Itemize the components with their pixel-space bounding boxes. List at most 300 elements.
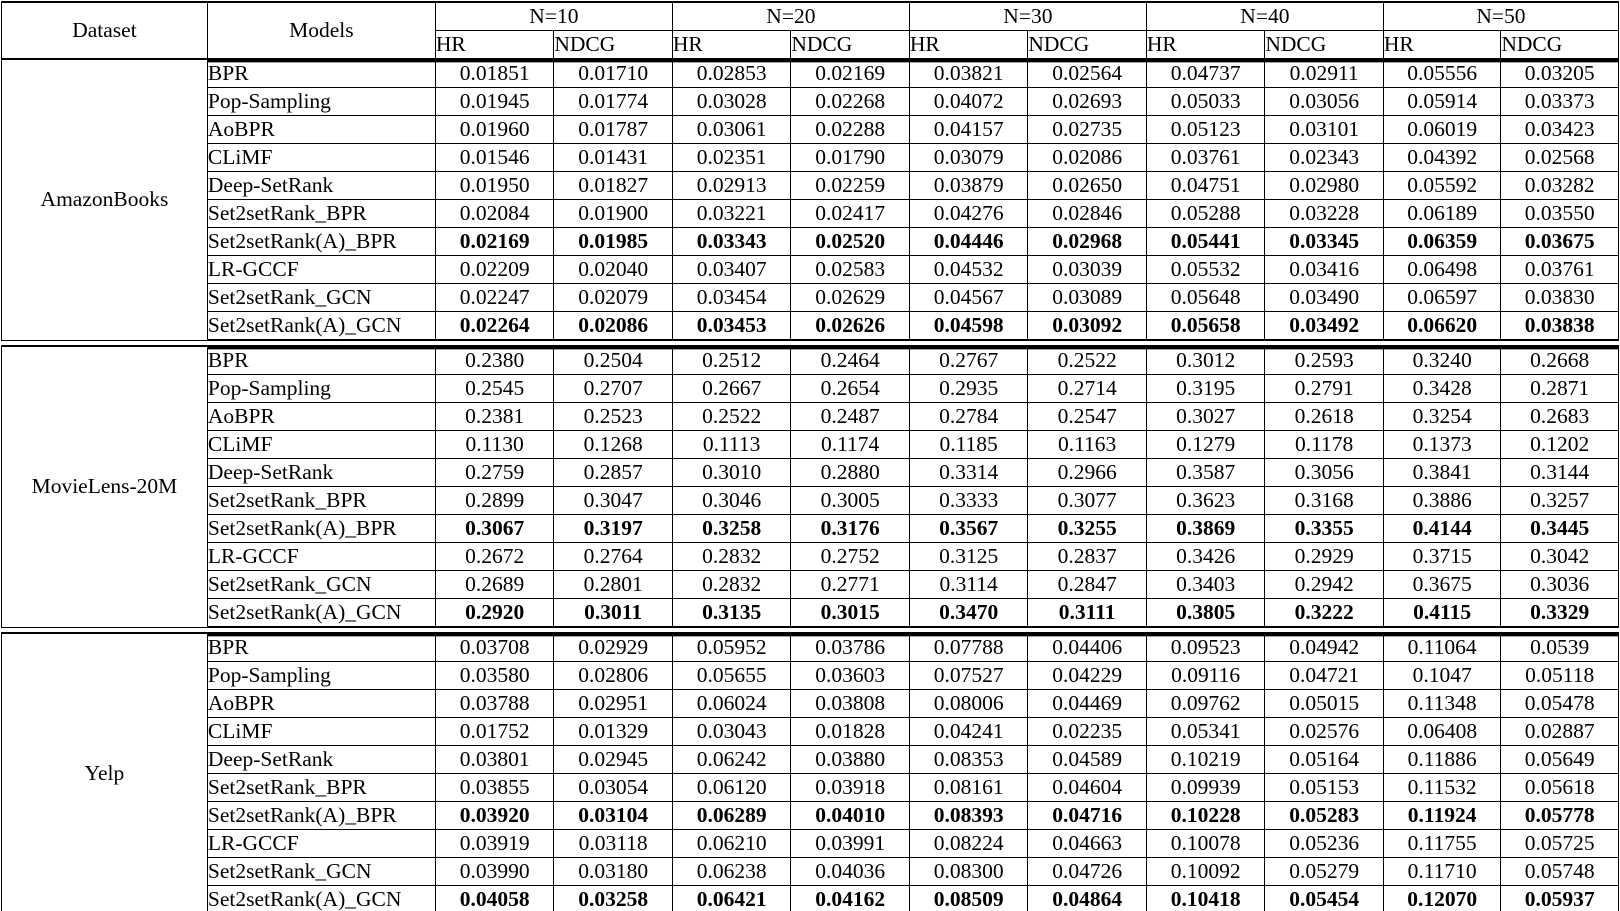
metric-value-cell: 0.05478 <box>1501 690 1619 718</box>
metric-value-cell: 0.05618 <box>1501 774 1619 802</box>
header-metric-ndcg-n20: NDCG <box>791 31 910 60</box>
metric-value-cell: 0.3144 <box>1501 459 1619 487</box>
table-row <box>2 599 1619 628</box>
metric-value-cell: 0.10418 <box>1146 886 1265 911</box>
metric-value-cell: 0.02086 <box>554 312 673 341</box>
metric-value-cell: 0.08353 <box>909 746 1028 774</box>
metric-value-cell: 0.2920 <box>435 599 554 628</box>
dataset-name-cell: MovieLens-20M <box>2 346 208 627</box>
metric-value-cell: 0.04276 <box>909 200 1028 228</box>
metric-value-cell: 0.04157 <box>909 116 1028 144</box>
metric-value-cell: 0.2801 <box>554 571 673 599</box>
metric-value-cell: 0.2791 <box>1265 375 1384 403</box>
metric-value-cell: 0.04241 <box>909 718 1028 746</box>
metric-value-cell: 0.03282 <box>1501 172 1619 200</box>
metric-value-cell: 0.3015 <box>791 599 910 628</box>
table-row <box>2 633 1619 662</box>
metric-value-cell: 0.10228 <box>1146 802 1265 830</box>
metric-value-cell: 0.2857 <box>554 459 673 487</box>
model-name-cell: Set2setRank(A)_GCN <box>207 599 435 628</box>
header-metric-hr-n50: HR <box>1383 31 1501 60</box>
metric-value-cell: 0.04598 <box>909 312 1028 341</box>
metric-value-cell: 0.3886 <box>1383 487 1501 515</box>
metric-value-cell: 0.04864 <box>1028 886 1147 911</box>
metric-value-cell: 0.2847 <box>1028 571 1147 599</box>
model-name-cell: BPR <box>207 346 435 375</box>
metric-value-cell: 0.05454 <box>1265 886 1384 911</box>
table-row <box>2 59 1619 88</box>
metric-value-cell: 0.02806 <box>554 662 673 690</box>
metric-value-cell: 0.3623 <box>1146 487 1265 515</box>
metric-value-cell: 0.04532 <box>909 256 1028 284</box>
metric-value-cell: 0.3067 <box>435 515 554 543</box>
metric-value-cell: 0.01950 <box>435 172 554 200</box>
header-n-group-4: N=50 <box>1383 2 1618 31</box>
metric-value-cell: 0.02887 <box>1501 718 1619 746</box>
metric-value-cell: 0.1113 <box>672 431 791 459</box>
metric-value-cell: 0.03343 <box>672 228 791 256</box>
metric-value-cell: 0.03407 <box>672 256 791 284</box>
metric-value-cell: 0.3036 <box>1501 571 1619 599</box>
metric-value-cell: 0.05236 <box>1265 830 1384 858</box>
metric-value-cell: 0.2935 <box>909 375 1028 403</box>
metric-value-cell: 0.05658 <box>1146 312 1265 341</box>
metric-value-cell: 0.05649 <box>1501 746 1619 774</box>
model-name-cell: Deep-SetRank <box>207 459 435 487</box>
metric-value-cell: 0.08509 <box>909 886 1028 911</box>
metric-value-cell: 0.09762 <box>1146 690 1265 718</box>
table-row <box>2 88 1619 116</box>
metric-value-cell: 0.06120 <box>672 774 791 802</box>
model-name-cell: CLiMF <box>207 431 435 459</box>
table-row <box>2 228 1619 256</box>
metric-value-cell: 0.04058 <box>435 886 554 911</box>
metric-value-cell: 0.2523 <box>554 403 673 431</box>
metric-value-cell: 0.2871 <box>1501 375 1619 403</box>
model-name-cell: CLiMF <box>207 718 435 746</box>
metric-value-cell: 0.03079 <box>909 144 1028 172</box>
metric-value-cell: 0.2522 <box>672 403 791 431</box>
metric-value-cell: 0.2381 <box>435 403 554 431</box>
results-table <box>1 1 1619 911</box>
metric-value-cell: 0.03603 <box>791 662 910 690</box>
metric-value-cell: 0.1279 <box>1146 431 1265 459</box>
metric-value-cell: 0.3046 <box>672 487 791 515</box>
metric-value-cell: 0.03028 <box>672 88 791 116</box>
metric-value-cell: 0.05118 <box>1501 662 1619 690</box>
metric-value-cell: 0.04604 <box>1028 774 1147 802</box>
metric-value-cell: 0.05778 <box>1501 802 1619 830</box>
metric-value-cell: 0.3329 <box>1501 599 1619 628</box>
metric-value-cell: 0.03221 <box>672 200 791 228</box>
metric-value-cell: 0.2767 <box>909 346 1028 375</box>
metric-value-cell: 0.05164 <box>1265 746 1384 774</box>
metric-value-cell: 0.2593 <box>1265 346 1384 375</box>
metric-value-cell: 0.05441 <box>1146 228 1265 256</box>
table-row <box>2 312 1619 341</box>
metric-value-cell: 0.3056 <box>1265 459 1384 487</box>
table-row <box>2 487 1619 515</box>
metric-value-cell: 0.03830 <box>1501 284 1619 312</box>
metric-value-cell: 0.03855 <box>435 774 554 802</box>
metric-value-cell: 0.05015 <box>1265 690 1384 718</box>
metric-value-cell: 0.11532 <box>1383 774 1501 802</box>
metric-value-cell: 0.04406 <box>1028 633 1147 662</box>
metric-value-cell: 0.1047 <box>1383 662 1501 690</box>
header-metric-hr-n10: HR <box>435 31 554 60</box>
metric-value-cell: 0.03490 <box>1265 284 1384 312</box>
model-name-cell: LR-GCCF <box>207 543 435 571</box>
metric-value-cell: 0.3257 <box>1501 487 1619 515</box>
metric-value-cell: 0.3715 <box>1383 543 1501 571</box>
metric-value-cell: 0.03808 <box>791 690 910 718</box>
metric-value-cell: 0.04721 <box>1265 662 1384 690</box>
metric-value-cell: 0.02968 <box>1028 228 1147 256</box>
metric-value-cell: 0.02564 <box>1028 59 1147 88</box>
metric-value-cell: 0.2683 <box>1501 403 1619 431</box>
metric-value-cell: 0.2764 <box>554 543 673 571</box>
header-n-group-1: N=20 <box>672 2 909 31</box>
metric-value-cell: 0.02846 <box>1028 200 1147 228</box>
header-metric-hr-n40: HR <box>1146 31 1265 60</box>
metric-value-cell: 0.04663 <box>1028 830 1147 858</box>
metric-value-cell: 0.01985 <box>554 228 673 256</box>
model-name-cell: Deep-SetRank <box>207 746 435 774</box>
metric-value-cell: 0.05279 <box>1265 858 1384 886</box>
metric-value-cell: 0.3445 <box>1501 515 1619 543</box>
table-row <box>2 571 1619 599</box>
model-name-cell: Pop-Sampling <box>207 662 435 690</box>
metric-value-cell: 0.03423 <box>1501 116 1619 144</box>
table-row <box>2 403 1619 431</box>
metric-value-cell: 0.03061 <box>672 116 791 144</box>
metric-value-cell: 0.01851 <box>435 59 554 88</box>
metric-value-cell: 0.3135 <box>672 599 791 628</box>
model-name-cell: BPR <box>207 633 435 662</box>
header-metric-hr-n30: HR <box>909 31 1028 60</box>
metric-value-cell: 0.06189 <box>1383 200 1501 228</box>
header-n-group-0: N=10 <box>435 2 672 31</box>
metric-value-cell: 0.06289 <box>672 802 791 830</box>
model-name-cell: AoBPR <box>207 116 435 144</box>
model-name-cell: Set2setRank(A)_BPR <box>207 515 435 543</box>
metric-value-cell: 0.02209 <box>435 256 554 284</box>
metric-value-cell: 0.03228 <box>1265 200 1384 228</box>
metric-value-cell: 0.3254 <box>1383 403 1501 431</box>
dataset-name-cell: Yelp <box>2 633 208 911</box>
metric-value-cell: 0.11924 <box>1383 802 1501 830</box>
metric-value-cell: 0.05937 <box>1501 886 1619 911</box>
metric-value-cell: 0.08224 <box>909 830 1028 858</box>
metric-value-cell: 0.2899 <box>435 487 554 515</box>
metric-value-cell: 0.09939 <box>1146 774 1265 802</box>
metric-value-cell: 0.3255 <box>1028 515 1147 543</box>
metric-value-cell: 0.02626 <box>791 312 910 341</box>
metric-value-cell: 0.3077 <box>1028 487 1147 515</box>
metric-value-cell: 0.06242 <box>672 746 791 774</box>
table-row <box>2 284 1619 312</box>
metric-value-cell: 0.05914 <box>1383 88 1501 116</box>
metric-value-cell: 0.2667 <box>672 375 791 403</box>
metric-value-cell: 0.06019 <box>1383 116 1501 144</box>
metric-value-cell: 0.01900 <box>554 200 673 228</box>
metric-value-cell: 0.3195 <box>1146 375 1265 403</box>
metric-value-cell: 0.04726 <box>1028 858 1147 886</box>
metric-value-cell: 0.03786 <box>791 633 910 662</box>
metric-value-cell: 0.04737 <box>1146 59 1265 88</box>
metric-value-cell: 0.3805 <box>1146 599 1265 628</box>
model-name-cell: Set2setRank_GCN <box>207 284 435 312</box>
metric-value-cell: 0.03118 <box>554 830 673 858</box>
header-models: Models <box>207 2 435 59</box>
metric-value-cell: 0.03675 <box>1501 228 1619 256</box>
table-row <box>2 774 1619 802</box>
metric-value-cell: 0.3240 <box>1383 346 1501 375</box>
metric-value-cell: 0.03990 <box>435 858 554 886</box>
model-name-cell: Set2setRank(A)_BPR <box>207 802 435 830</box>
metric-value-cell: 0.08006 <box>909 690 1028 718</box>
header-dataset: Dataset <box>2 2 208 59</box>
metric-value-cell: 0.3587 <box>1146 459 1265 487</box>
header-n-group-2: N=30 <box>909 2 1146 31</box>
metric-value-cell: 0.02417 <box>791 200 910 228</box>
header-metric-ndcg-n50: NDCG <box>1501 31 1619 60</box>
metric-value-cell: 0.03880 <box>791 746 910 774</box>
metric-value-cell: 0.2929 <box>1265 543 1384 571</box>
metric-value-cell: 0.04446 <box>909 228 1028 256</box>
metric-value-cell: 0.3125 <box>909 543 1028 571</box>
table-header <box>2 2 1619 59</box>
metric-value-cell: 0.1202 <box>1501 431 1619 459</box>
header-metric-hr-n20: HR <box>672 31 791 60</box>
metric-value-cell: 0.10078 <box>1146 830 1265 858</box>
model-name-cell: Pop-Sampling <box>207 88 435 116</box>
metric-value-cell: 0.02629 <box>791 284 910 312</box>
table-row <box>2 346 1619 375</box>
metric-value-cell: 0.11348 <box>1383 690 1501 718</box>
model-name-cell: Deep-SetRank <box>207 172 435 200</box>
metric-value-cell: 0.03838 <box>1501 312 1619 341</box>
metric-value-cell: 0.02735 <box>1028 116 1147 144</box>
metric-value-cell: 0.3314 <box>909 459 1028 487</box>
metric-value-cell: 0.03092 <box>1028 312 1147 341</box>
metric-value-cell: 0.1268 <box>554 431 673 459</box>
metric-value-cell: 0.12070 <box>1383 886 1501 911</box>
metric-value-cell: 0.03054 <box>554 774 673 802</box>
metric-value-cell: 0.2654 <box>791 375 910 403</box>
metric-value-cell: 0.03416 <box>1265 256 1384 284</box>
metric-value-cell: 0.04716 <box>1028 802 1147 830</box>
metric-value-cell: 0.3333 <box>909 487 1028 515</box>
metric-value-cell: 0.02576 <box>1265 718 1384 746</box>
metric-value-cell: 0.03580 <box>435 662 554 690</box>
metric-value-cell: 0.04589 <box>1028 746 1147 774</box>
metric-value-cell: 0.1163 <box>1028 431 1147 459</box>
metric-value-cell: 0.2771 <box>791 571 910 599</box>
metric-value-cell: 0.03039 <box>1028 256 1147 284</box>
model-name-cell: Set2setRank_GCN <box>207 858 435 886</box>
metric-value-cell: 0.3114 <box>909 571 1028 599</box>
metric-value-cell: 0.05655 <box>672 662 791 690</box>
metric-value-cell: 0.1174 <box>791 431 910 459</box>
model-name-cell: Set2setRank(A)_GCN <box>207 312 435 341</box>
metric-value-cell: 0.1373 <box>1383 431 1501 459</box>
metric-value-cell: 0.02980 <box>1265 172 1384 200</box>
metric-value-cell: 0.3012 <box>1146 346 1265 375</box>
table-row <box>2 256 1619 284</box>
metric-value-cell: 0.05952 <box>672 633 791 662</box>
metric-value-cell: 0.04036 <box>791 858 910 886</box>
model-name-cell: BPR <box>207 59 435 88</box>
metric-value-cell: 0.02169 <box>435 228 554 256</box>
metric-value-cell: 0.2942 <box>1265 571 1384 599</box>
metric-value-cell: 0.1185 <box>909 431 1028 459</box>
metric-value-cell: 0.3470 <box>909 599 1028 628</box>
metric-value-cell: 0.2707 <box>554 375 673 403</box>
metric-value-cell: 0.01828 <box>791 718 910 746</box>
metric-value-cell: 0.06421 <box>672 886 791 911</box>
metric-value-cell: 0.06359 <box>1383 228 1501 256</box>
metric-value-cell: 0.03761 <box>1501 256 1619 284</box>
metric-value-cell: 0.2752 <box>791 543 910 571</box>
metric-value-cell: 0.2668 <box>1501 346 1619 375</box>
metric-value-cell: 0.10092 <box>1146 858 1265 886</box>
metric-value-cell: 0.3042 <box>1501 543 1619 571</box>
metric-value-cell: 0.02086 <box>1028 144 1147 172</box>
metric-value-cell: 0.2832 <box>672 571 791 599</box>
metric-value-cell: 0.02343 <box>1265 144 1384 172</box>
metric-value-cell: 0.05748 <box>1501 858 1619 886</box>
metric-value-cell: 0.3258 <box>672 515 791 543</box>
metric-value-cell: 0.03345 <box>1265 228 1384 256</box>
metric-value-cell: 0.02288 <box>791 116 910 144</box>
metric-value-cell: 0.02084 <box>435 200 554 228</box>
metric-value-cell: 0.2504 <box>554 346 673 375</box>
metric-value-cell: 0.01960 <box>435 116 554 144</box>
metric-value-cell: 0.2545 <box>435 375 554 403</box>
metric-value-cell: 0.03056 <box>1265 88 1384 116</box>
metric-value-cell: 0.02079 <box>554 284 673 312</box>
dataset-name-cell: AmazonBooks <box>2 59 208 340</box>
metric-value-cell: 0.03821 <box>909 59 1028 88</box>
metric-value-cell: 0.2689 <box>435 571 554 599</box>
metric-value-cell: 0.03454 <box>672 284 791 312</box>
header-metric-ndcg-n10: NDCG <box>554 31 673 60</box>
metric-value-cell: 0.03708 <box>435 633 554 662</box>
metric-value-cell: 0.3010 <box>672 459 791 487</box>
metric-value-cell: 0.06024 <box>672 690 791 718</box>
metric-value-cell: 0.11710 <box>1383 858 1501 886</box>
metric-value-cell: 0.11755 <box>1383 830 1501 858</box>
metric-value-cell: 0.3176 <box>791 515 910 543</box>
metric-value-cell: 0.2672 <box>435 543 554 571</box>
metric-value-cell: 0.2784 <box>909 403 1028 431</box>
metric-value-cell: 0.2837 <box>1028 543 1147 571</box>
metric-value-cell: 0.3428 <box>1383 375 1501 403</box>
table-row <box>2 144 1619 172</box>
metric-value-cell: 0.08161 <box>909 774 1028 802</box>
metric-value-cell: 0.3047 <box>554 487 673 515</box>
header-row-groups <box>2 2 1619 31</box>
metric-value-cell: 0.04229 <box>1028 662 1147 690</box>
model-name-cell: CLiMF <box>207 144 435 172</box>
metric-value-cell: 0.3111 <box>1028 599 1147 628</box>
metric-value-cell: 0.3197 <box>554 515 673 543</box>
table-row <box>2 375 1619 403</box>
metric-value-cell: 0.03788 <box>435 690 554 718</box>
table-row <box>2 431 1619 459</box>
metric-value-cell: 0.2880 <box>791 459 910 487</box>
table-row <box>2 116 1619 144</box>
metric-value-cell: 0.3426 <box>1146 543 1265 571</box>
metric-value-cell: 0.04162 <box>791 886 910 911</box>
metric-value-cell: 0.05725 <box>1501 830 1619 858</box>
metric-value-cell: 0.02568 <box>1501 144 1619 172</box>
metric-value-cell: 0.09116 <box>1146 662 1265 690</box>
metric-value-cell: 0.02247 <box>435 284 554 312</box>
metric-value-cell: 0.05341 <box>1146 718 1265 746</box>
table-row <box>2 718 1619 746</box>
metric-value-cell: 0.04072 <box>909 88 1028 116</box>
metric-value-cell: 0.04010 <box>791 802 910 830</box>
metric-value-cell: 0.2714 <box>1028 375 1147 403</box>
table-row <box>2 830 1619 858</box>
metric-value-cell: 0.06408 <box>1383 718 1501 746</box>
metric-value-cell: 0.10219 <box>1146 746 1265 774</box>
metric-value-cell: 0.3403 <box>1146 571 1265 599</box>
metric-value-cell: 0.03919 <box>435 830 554 858</box>
metric-value-cell: 0.04751 <box>1146 172 1265 200</box>
metric-value-cell: 0.03492 <box>1265 312 1384 341</box>
metric-value-cell: 0.05033 <box>1146 88 1265 116</box>
table-row <box>2 858 1619 886</box>
header-metric-ndcg-n30: NDCG <box>1028 31 1147 60</box>
metric-value-cell: 0.01945 <box>435 88 554 116</box>
metric-value-cell: 0.02853 <box>672 59 791 88</box>
metric-value-cell: 0.2487 <box>791 403 910 431</box>
metric-value-cell: 0.07527 <box>909 662 1028 690</box>
metric-value-cell: 0.02351 <box>672 144 791 172</box>
metric-value-cell: 0.2512 <box>672 346 791 375</box>
header-n-group-3: N=40 <box>1146 2 1383 31</box>
model-name-cell: LR-GCCF <box>207 830 435 858</box>
metric-value-cell: 0.01790 <box>791 144 910 172</box>
metric-value-cell: 0.4144 <box>1383 515 1501 543</box>
metric-value-cell: 0.02693 <box>1028 88 1147 116</box>
table-row <box>2 172 1619 200</box>
metric-value-cell: 0.05288 <box>1146 200 1265 228</box>
metric-value-cell: 0.06498 <box>1383 256 1501 284</box>
metric-value-cell: 0.04469 <box>1028 690 1147 718</box>
table-row <box>2 802 1619 830</box>
table-row <box>2 459 1619 487</box>
metric-value-cell: 0.03205 <box>1501 59 1619 88</box>
metric-value-cell: 0.05556 <box>1383 59 1501 88</box>
model-name-cell: Pop-Sampling <box>207 375 435 403</box>
metric-value-cell: 0.02169 <box>791 59 910 88</box>
metric-value-cell: 0.04392 <box>1383 144 1501 172</box>
metric-value-cell: 0.11064 <box>1383 633 1501 662</box>
metric-value-cell: 0.03043 <box>672 718 791 746</box>
model-name-cell: Set2setRank_BPR <box>207 200 435 228</box>
metric-value-cell: 0.06597 <box>1383 284 1501 312</box>
metric-value-cell: 0.05648 <box>1146 284 1265 312</box>
metric-value-cell: 0.4115 <box>1383 599 1501 628</box>
metric-value-cell: 0.01546 <box>435 144 554 172</box>
model-name-cell: Set2setRank(A)_BPR <box>207 228 435 256</box>
model-name-cell: AoBPR <box>207 403 435 431</box>
metric-value-cell: 0.03453 <box>672 312 791 341</box>
